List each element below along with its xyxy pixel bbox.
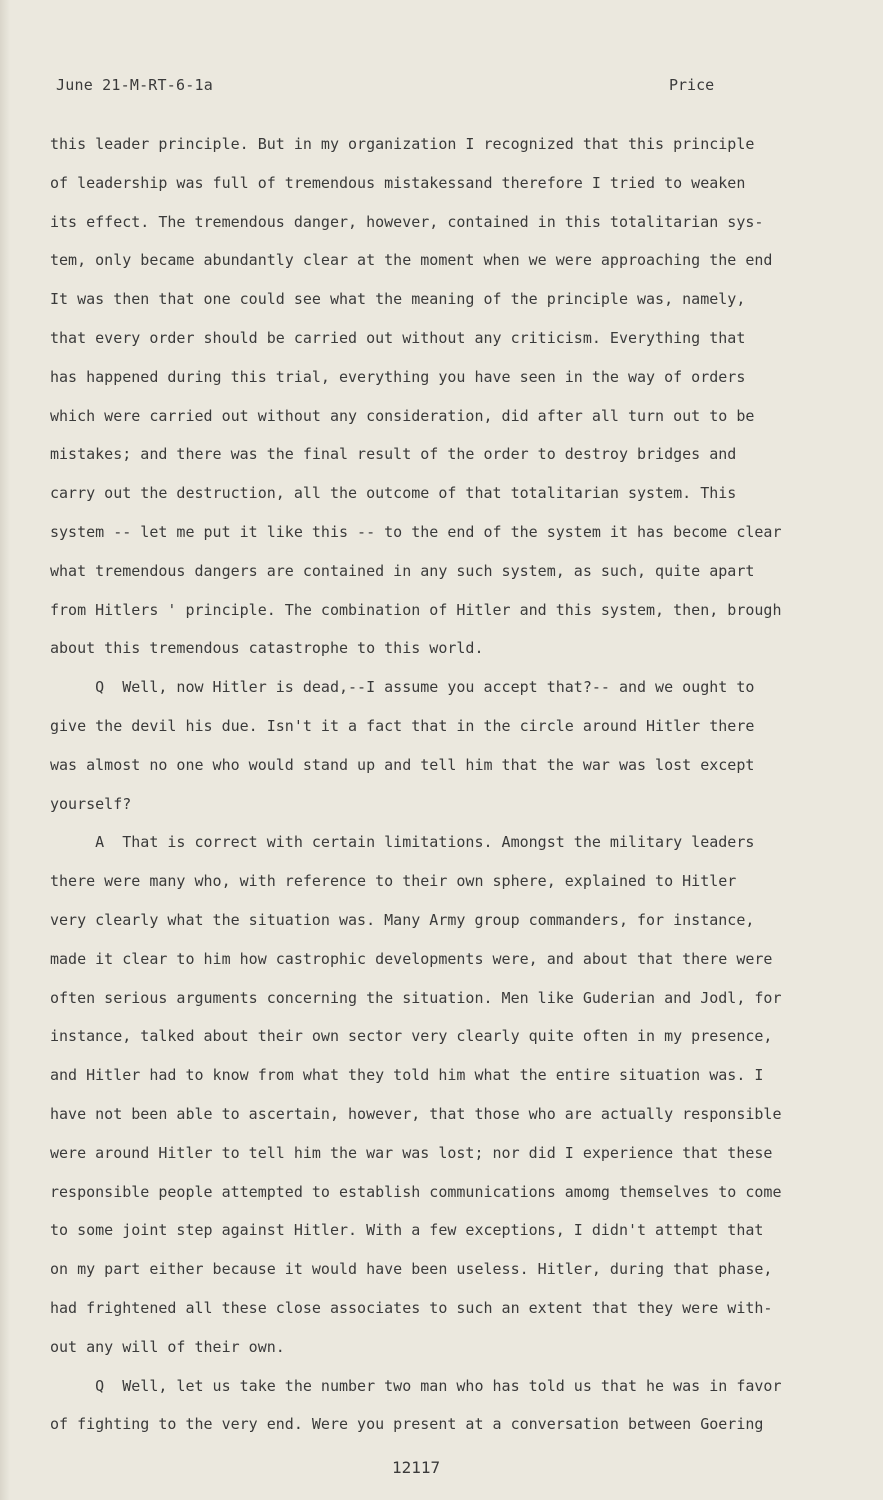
text-line: there were many who, with reference to their own sphere, explained to Hitler xyxy=(50,872,737,891)
text-line: mistakes; and there was the final result of the order to destroy bridges and xyxy=(50,445,737,464)
text-line: that every order should be carried out without any criticism. Everything that xyxy=(50,328,746,347)
text-line: of fighting to the very end. Were you present at a conversation between Goering xyxy=(50,1415,764,1434)
text-line: has happened during this trial, everything you have seen in the way of orders xyxy=(50,367,746,386)
text-line: carry out the destruction, all the outcome of that totalitarian system. This xyxy=(50,484,737,503)
text-line: Q Well, let us take the number two man who has told us that he was in favor xyxy=(50,1376,782,1395)
text-line: this leader principle. But in my organization I recognized that this principle xyxy=(50,135,755,153)
text-line: out any will of their own. xyxy=(50,1337,285,1356)
witness-name: Price xyxy=(669,76,715,94)
transcript-body xyxy=(50,131,840,1450)
page-edge-shadow xyxy=(0,0,10,1500)
transcript-reference: June 21-M-RT-6-1a xyxy=(56,76,213,94)
text-line: have not been able to ascertain, however, that those who are actually responsible xyxy=(50,1104,782,1123)
text-line: instance, talked about their own sector very clearly quite often in my presence, xyxy=(50,1027,773,1046)
text-line: It was then that one could see what the meaning of the principle was, namely, xyxy=(50,290,746,309)
text-line: yourself? xyxy=(50,794,132,813)
text-line: often serious arguments concerning the situation. Men like Guderian and Jodl, for xyxy=(50,988,782,1007)
text-line: made it clear to him how castrophic developments were, and about that there were xyxy=(50,949,773,968)
text-line: system -- let me put it like this -- to the end of the system it has become clear xyxy=(50,522,782,541)
page-number: 12117 xyxy=(392,1458,441,1477)
text-line: give the devil his due. Isn't it a fact that in the circle around Hitler there xyxy=(50,716,755,735)
text-line: which were carried out without any consideration, did after all turn out to be xyxy=(50,406,755,425)
text-line: of leadership was full of tremendous mistakessand therefore I tried to weaken xyxy=(50,173,746,192)
text-line: A That is correct with certain limitations. Amongst the military leaders xyxy=(50,833,755,852)
text-line: what tremendous dangers are contained in any such system, as such, quite apart xyxy=(50,561,755,580)
text-line: its effect. The tremendous danger, however, contained in this totalitarian sys- xyxy=(50,212,764,231)
text-line: responsible people attempted to establish communications amomg themselves to come xyxy=(50,1182,782,1201)
text-line: about this tremendous catastrophe to this world. xyxy=(50,639,484,658)
text-line: had frightened all these close associates to such an extent that they were with- xyxy=(50,1298,773,1317)
text-line: and Hitler had to know from what they told him what the entire situation was. I xyxy=(50,1066,764,1085)
text-line: were around Hitler to tell him the war was lost; nor did I experience that these xyxy=(50,1143,773,1162)
text-line: from Hitlers ' principle. The combination of Hitler and this system, then, brough xyxy=(50,600,782,619)
text-line: was almost no one who would stand up and tell him that the war was lost except xyxy=(50,755,755,774)
text-line: to some joint step against Hitler. With a few exceptions, I didn't attempt that xyxy=(50,1221,764,1240)
text-line: very clearly what the situation was. Many Army group commanders, for instance, xyxy=(50,910,755,929)
text-line: tem, only became abundantly clear at the moment when we were approaching the end xyxy=(50,251,773,270)
text-line: on my part either because it would have been useless. Hitler, during that phase, xyxy=(50,1260,773,1279)
text-line: Q Well, now Hitler is dead,--I assume you accept that?-- and we ought to xyxy=(50,678,755,697)
